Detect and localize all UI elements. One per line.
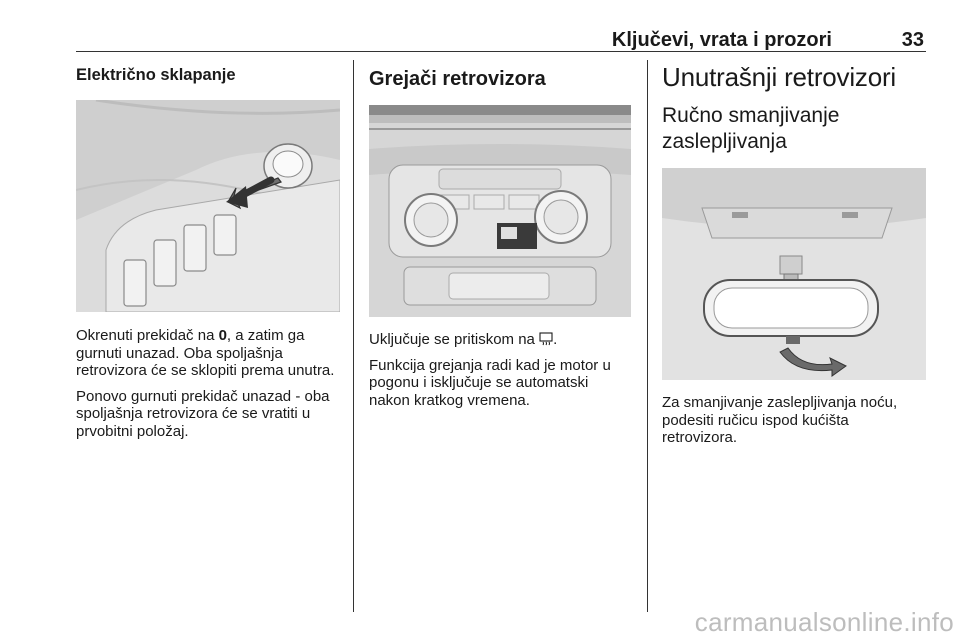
paragraph-antiglare: Za smanjivanje zaslepljivanja noću, podesiti ručicu ispod kućišta retrovizora. xyxy=(662,394,898,446)
column-interior-mirrors xyxy=(662,60,926,447)
paragraph-heater-function: Funkcija grejanja radi kad je motor u pogonu i isključuje se automatski nakon kratkog vremena. xyxy=(369,356,611,409)
column-divider-2 xyxy=(647,60,648,612)
column-mirror-heaters xyxy=(369,60,633,409)
paragraph-fold-in: Okrenuti prekidač na 0, a zatim ga gurnuti unazad. Oba spoljašnja retrovizora će se sklopiti prema unutra. xyxy=(76,327,335,379)
section-heading-mirror-heaters: Grejači retrovizora xyxy=(369,68,546,90)
page-number: 33 xyxy=(901,29,924,51)
column-electric-folding xyxy=(76,60,340,440)
header-rule xyxy=(76,51,926,52)
mirror-switch-illustration xyxy=(76,100,340,312)
section-heading-manual-antiglare: Ručno smanjivanje zaslepljivanja xyxy=(662,104,840,153)
column-divider-1 xyxy=(353,60,354,612)
section-heading-electric-folding: Električno sklapanje xyxy=(76,66,236,84)
page-header-title: Ključevi, vrata i prozori xyxy=(611,29,832,51)
rearview-mirror-illustration xyxy=(662,168,926,380)
chapter-title-interior-mirrors: Unutrašnji retrovizori xyxy=(662,62,897,92)
watermark: carmanualsonline.info xyxy=(694,607,954,637)
paragraph-fold-out: Ponovo gurnuti prekidač unazad - oba spoljašnja retrovizora će se vratiti u prvobitni položaj. xyxy=(76,387,330,440)
rear-defrost-icon xyxy=(539,332,553,346)
paragraph-activate-heater: Uključuje se pritiskom na . xyxy=(369,331,558,348)
climate-control-panel-illustration xyxy=(369,105,631,317)
